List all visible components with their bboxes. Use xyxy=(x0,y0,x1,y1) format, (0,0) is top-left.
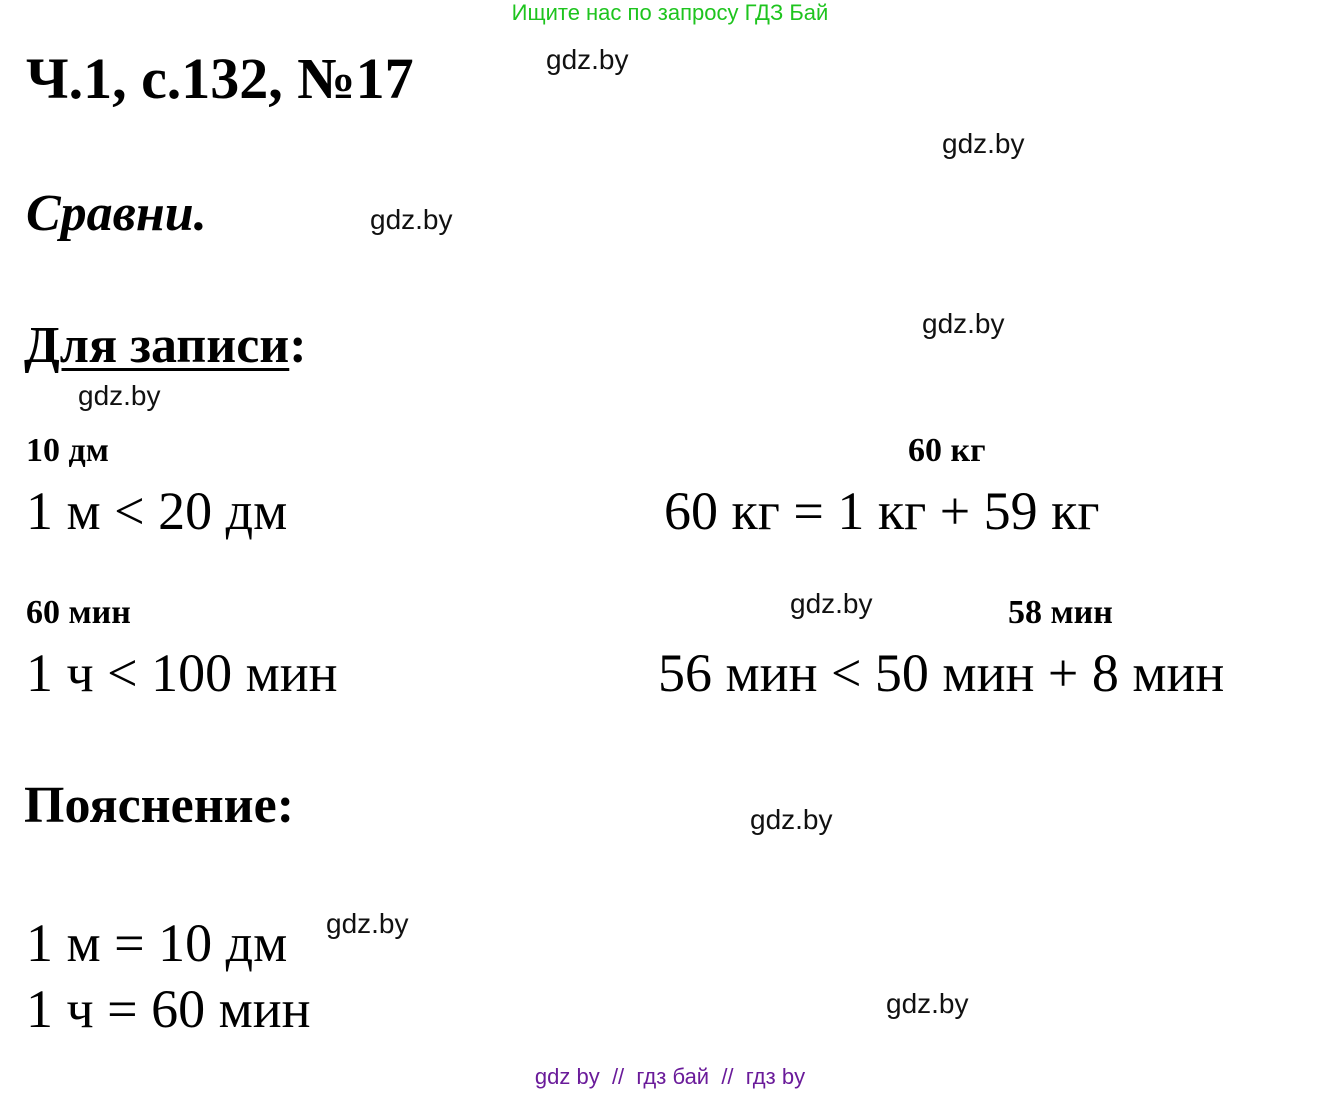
search-banner: Ищите нас по запросу ГДЗ Бай xyxy=(511,0,829,25)
watermark: gdz.by xyxy=(78,380,161,411)
watermark: gdz.by xyxy=(922,308,1005,339)
watermark: gdz.by xyxy=(370,204,453,235)
note-row-3: 60 мин xyxy=(26,594,131,631)
watermark: gdz.by xyxy=(886,988,969,1019)
record-heading-colon: : xyxy=(289,317,307,374)
watermark: gdz.by xyxy=(942,128,1025,159)
watermark: gdz.by xyxy=(326,908,409,939)
task-instruction: Сравни. xyxy=(26,185,207,242)
record-heading-text: Для записи xyxy=(24,317,290,374)
record-heading xyxy=(24,317,307,374)
page-title: Ч.1, с.132, №17 xyxy=(26,46,414,111)
expression-row-1: 1 м < 20 дм xyxy=(26,481,288,541)
explanation-line-1: 1 м = 10 дм xyxy=(26,913,288,973)
expression-row-3: 1 ч < 100 мин xyxy=(26,643,338,703)
note-row-1: 10 дм xyxy=(26,432,109,469)
explanation-heading: Пояснение: xyxy=(24,777,295,834)
watermark: gdz.by xyxy=(546,44,629,75)
watermark: gdz.by xyxy=(750,804,833,835)
footer-links: gdz by // гдз бай // гдз by xyxy=(534,1064,806,1089)
expression-row-2: 60 кг = 1 кг + 59 кг xyxy=(664,481,1100,541)
note-row-4: 58 мин xyxy=(1008,594,1113,631)
explanation-line-2: 1 ч = 60 мин xyxy=(26,979,311,1039)
expression-row-4: 56 мин < 50 мин + 8 мин xyxy=(658,643,1225,703)
watermark: gdz.by xyxy=(790,588,873,619)
note-row-2: 60 кг xyxy=(908,432,986,469)
